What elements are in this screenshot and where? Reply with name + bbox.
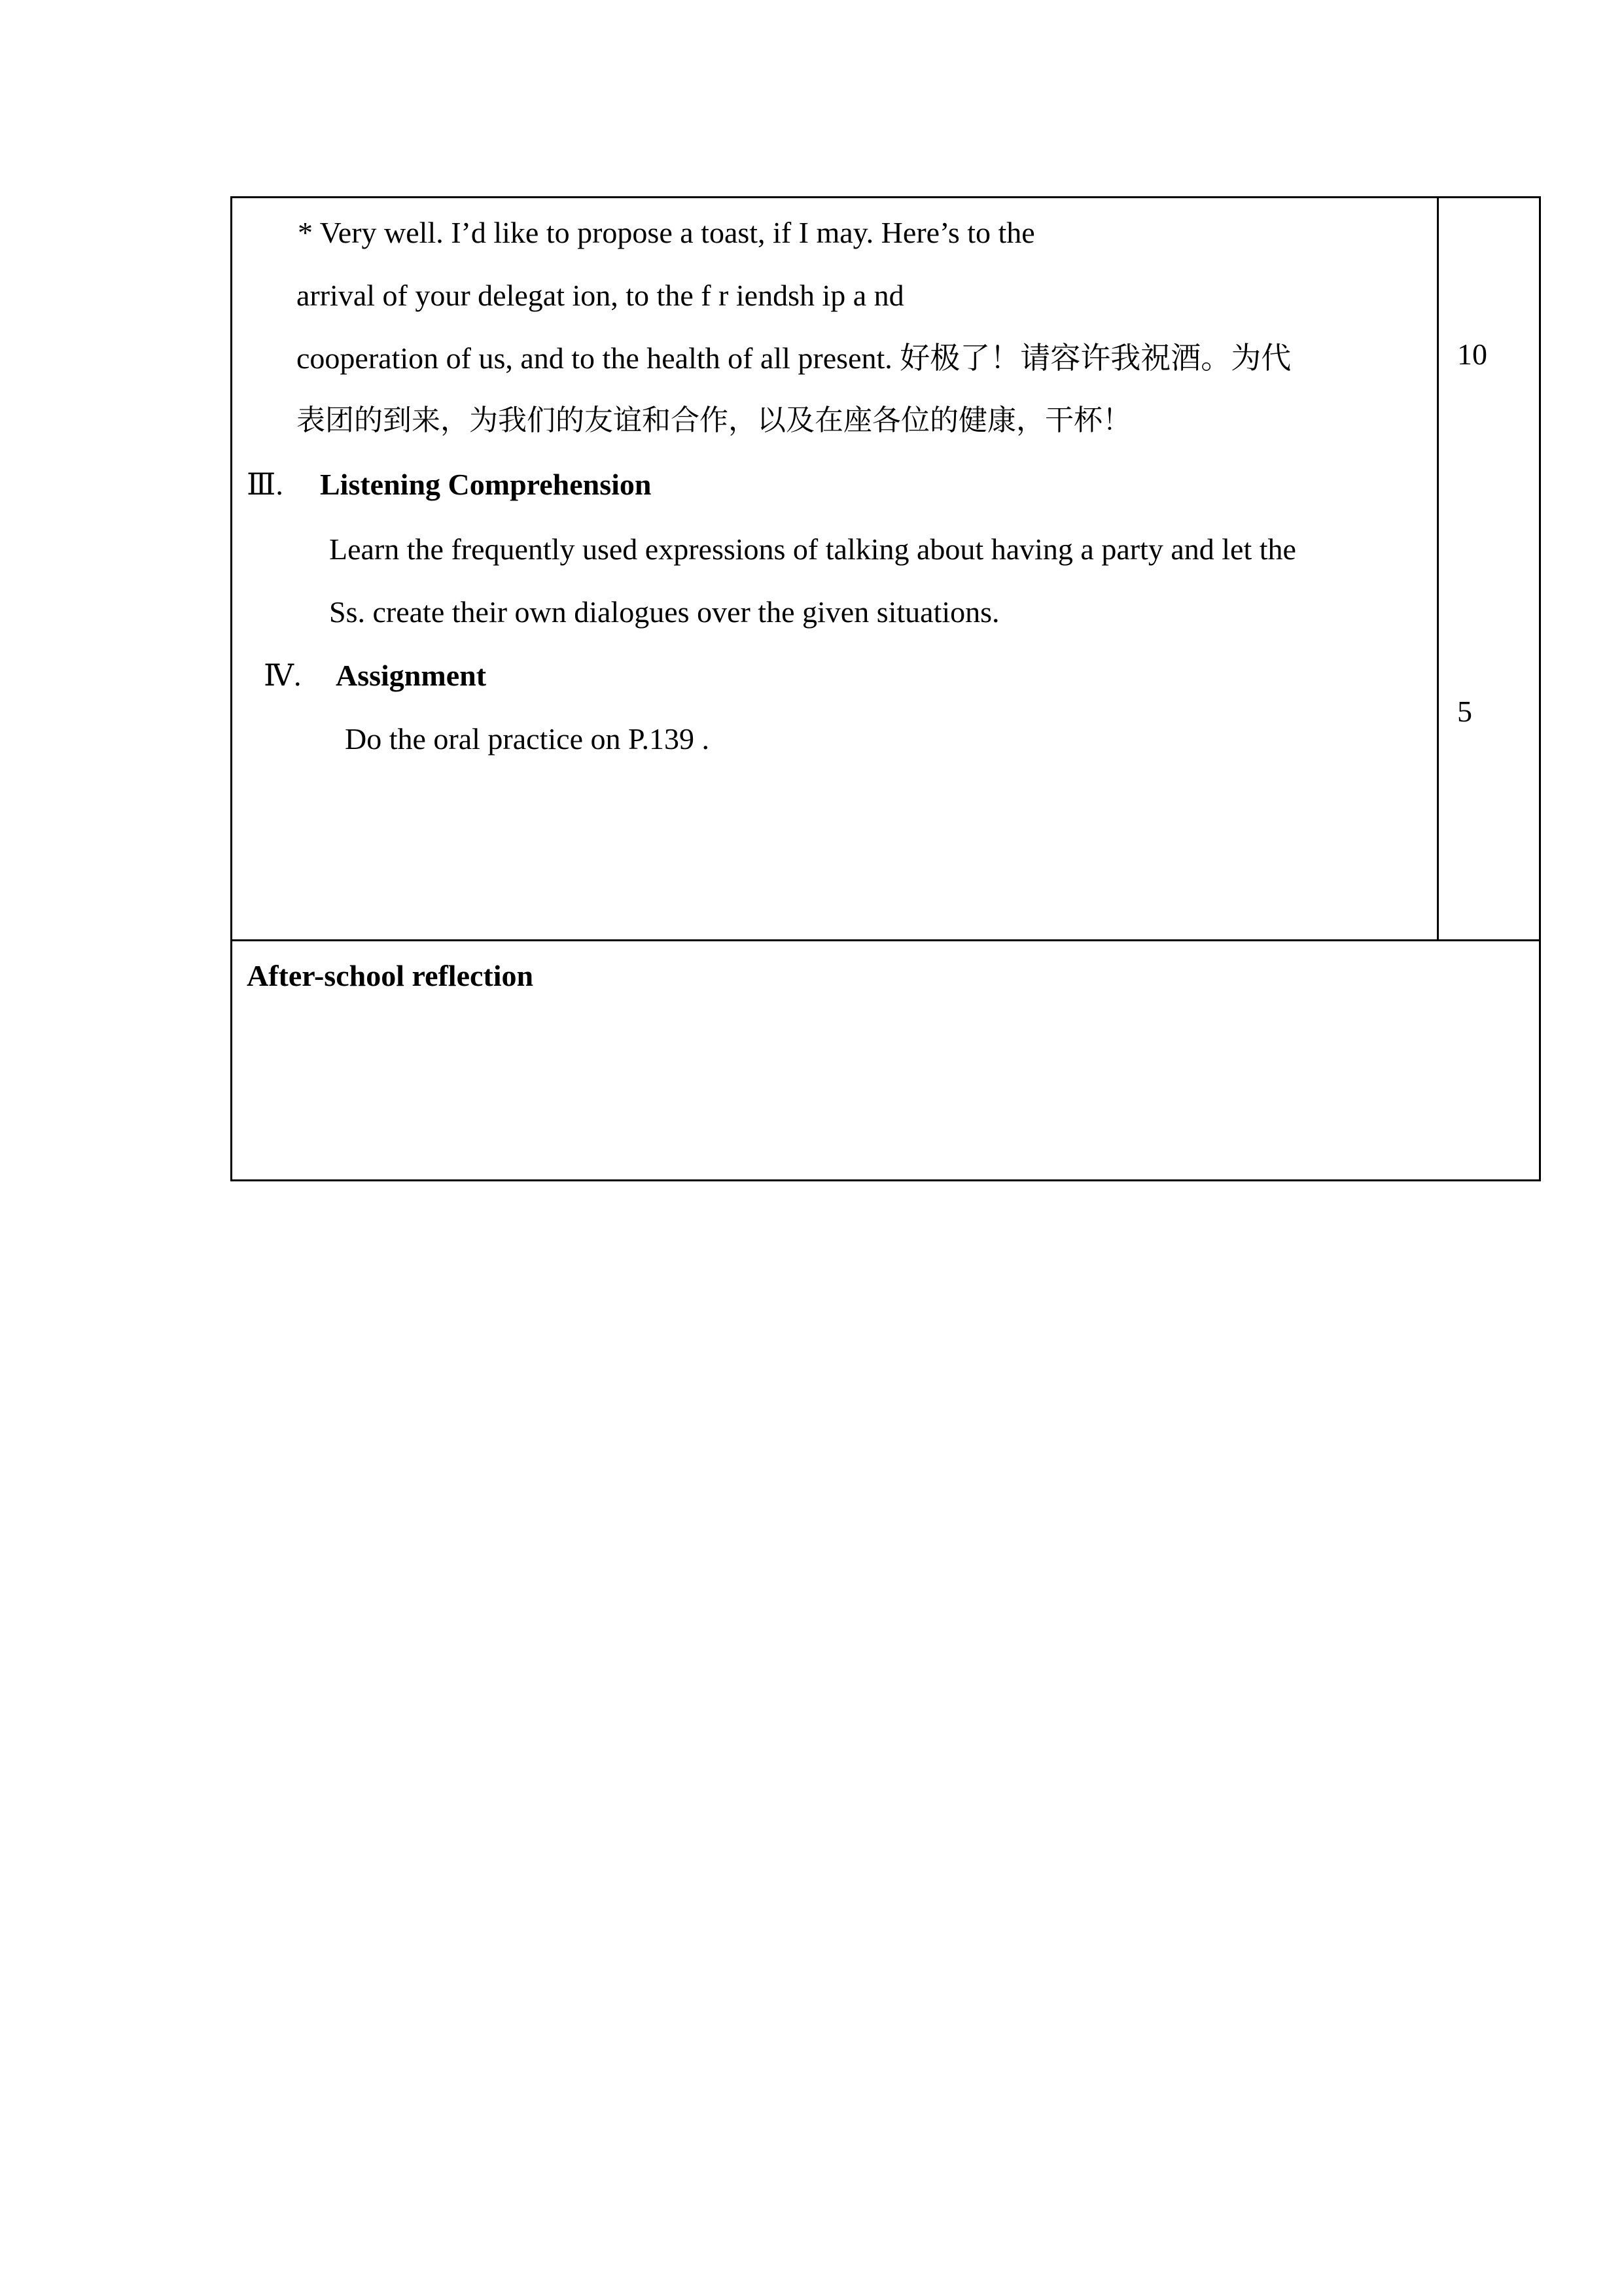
- section-4-title: Assignment: [336, 659, 487, 692]
- section-3-heading: [247, 470, 652, 500]
- minutes-second: 5: [1457, 695, 1472, 728]
- section-4-body: Do the oral practice on P.139 .: [345, 722, 709, 756]
- toast-line-2: arrival of your delegat ion, to the f r iendsh ip a nd: [296, 279, 904, 312]
- section-4-numeral: Ⅳ.: [264, 659, 302, 692]
- minutes-first: 10: [1457, 338, 1487, 371]
- reflection-row: [232, 941, 1540, 1181]
- lesson-content-row: [232, 198, 1540, 941]
- section-3-title: Listening Comprehension: [320, 468, 652, 501]
- minutes-cell: [1438, 198, 1540, 941]
- reflection-cell: [232, 941, 1540, 1181]
- section-4-heading: [264, 661, 486, 691]
- lesson-content-cell: [232, 198, 1438, 941]
- toast-line-1: * Very well. I’d like to propose a toast, if I may. Here’s to the: [298, 216, 1035, 249]
- section-3-body-line-2: Ss. create their own dialogues over the given situations.: [329, 595, 1000, 629]
- section-3-body-line-1: Learn the frequently used expressions of talking about having a party and let the: [329, 532, 1296, 566]
- reflection-label: After-school reflection: [247, 959, 534, 993]
- toast-line-3: cooperation of us, and to the health of all present. 好极了！请容许我祝酒。为代: [296, 341, 1292, 375]
- section-3-numeral: Ⅲ.: [247, 468, 283, 501]
- toast-line-4-chinese: 表团的到来，为我们的友谊和合作，以及在座各位的健康，干杯！: [296, 404, 1131, 437]
- lesson-plan-table: [230, 196, 1541, 1181]
